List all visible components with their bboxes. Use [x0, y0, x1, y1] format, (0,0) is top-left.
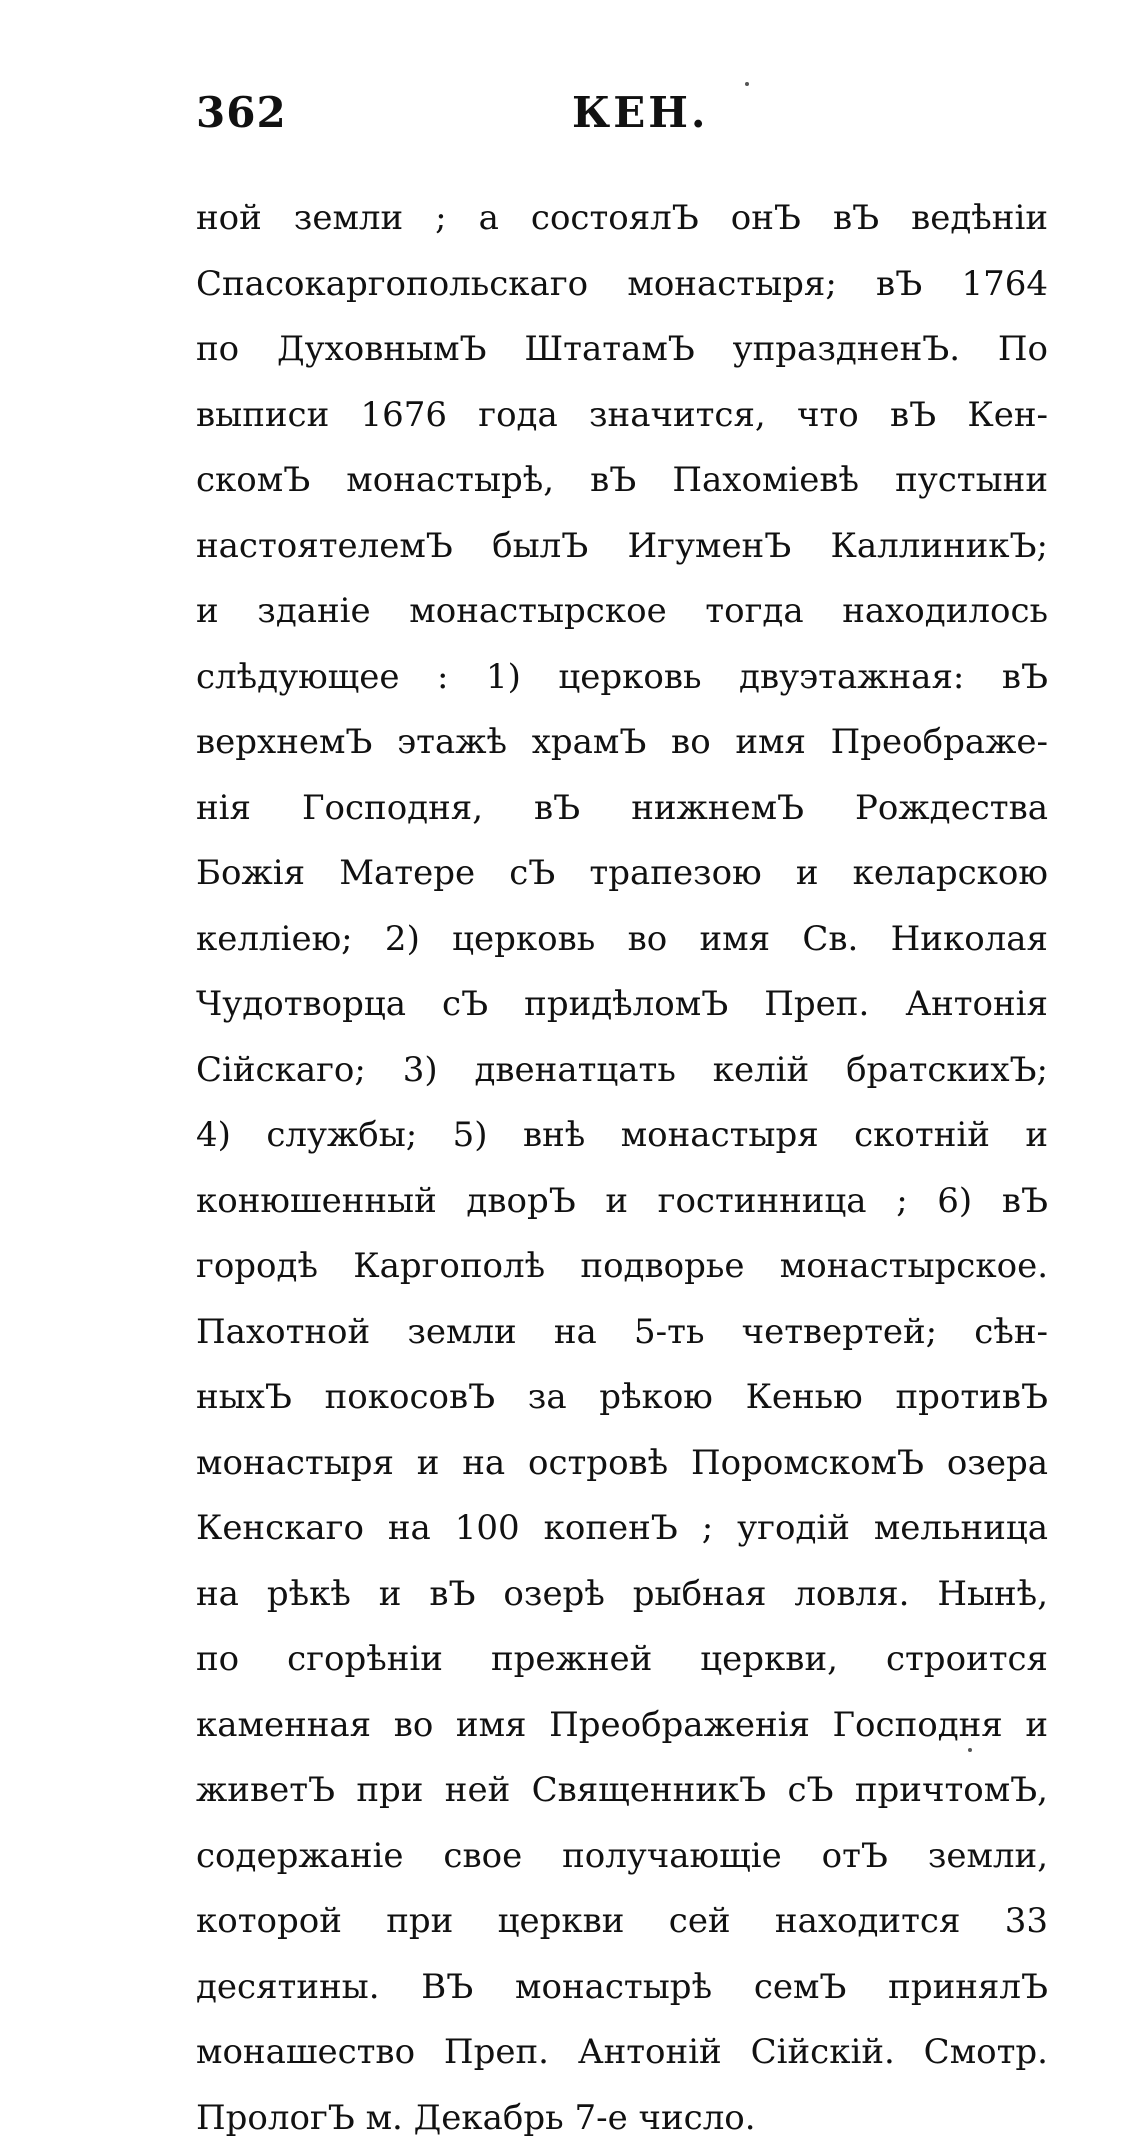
text-line: по ДуховнымЪ ШтатамЪ упраздненЪ. По [196, 317, 1048, 383]
text-line: Сійскаго; 3) двенатцать келій братскихЪ; [196, 1038, 1048, 1104]
text-line: по сгорѣніи прежней церкви, строится [196, 1627, 1048, 1693]
text-line: Кенскаго на 100 копенЪ ; угодій мельница [196, 1496, 1048, 1562]
text-line: верхнемЪ этажѣ храмЪ во имя Преображе- [196, 710, 1048, 776]
print-speck [745, 82, 749, 86]
text-line: живетЪ при ней СвященникЪ сЪ причтомЪ, [196, 1758, 1048, 1824]
print-speck [968, 1748, 972, 1752]
page-number: 362 [196, 88, 287, 137]
text-line: городѣ Каргополѣ подворье монастырское. [196, 1234, 1048, 1300]
text-line: слѣдующее : 1) церковь двуэтажная: вЪ [196, 645, 1048, 711]
text-line: ПрологЪ м. Декабрь 7-е число. [196, 2086, 1048, 2151]
text-line: настоятелемЪ былЪ ИгуменЪ КаллиникЪ; [196, 514, 1048, 580]
text-line: конюшенный дворЪ и гостинница ; 6) вЪ [196, 1169, 1048, 1235]
text-line: которой при церкви сей находится 33 [196, 1889, 1048, 1955]
text-line: скомЪ монастырѣ, вЪ Пахоміевѣ пустыни [196, 448, 1048, 514]
text-line: содержаніе свое получающіе отЪ земли, [196, 1824, 1048, 1890]
text-line: монастыря и на островѣ ПоромскомЪ озера [196, 1431, 1048, 1497]
running-head: КЕН. [572, 88, 709, 137]
text-line: каменная во имя Преображенія Господня и [196, 1693, 1048, 1759]
text-line: десятины. ВЪ монастырѣ семЪ принялЪ [196, 1955, 1048, 2021]
text-line: Чудотворца сЪ придѣломЪ Преп. Антонія [196, 972, 1048, 1038]
body-text [196, 186, 1048, 2151]
text-line: нія Господня, вЪ нижнемЪ Рождества [196, 776, 1048, 842]
text-line: ной земли ; а состоялЪ онЪ вЪ ведѣніи [196, 186, 1048, 252]
text-line: 4) службы; 5) внѣ монастыря скотній и [196, 1103, 1048, 1169]
text-line: на рѣкѣ и вЪ озерѣ рыбная ловля. Нынѣ, [196, 1562, 1048, 1628]
page-header [196, 88, 966, 148]
text-line: выписи 1676 года значится, что вЪ Кен- [196, 383, 1048, 449]
text-line: Божія Матере сЪ трапезою и келарскою [196, 841, 1048, 907]
text-line: и зданіе монастырское тогда находилось [196, 579, 1048, 645]
text-line: Пахотной земли на 5-ть четвертей; сѣн- [196, 1300, 1048, 1366]
text-line: ныхЪ покосовЪ за рѣкою Кенью противЪ [196, 1365, 1048, 1431]
text-line: Спасокаргопольскаго монастыря; вЪ 1764 [196, 252, 1048, 318]
text-line: келліею; 2) церковь во имя Св. Николая [196, 907, 1048, 973]
text-line: монашество Преп. Антоній Сійскій. Смотр. [196, 2020, 1048, 2086]
